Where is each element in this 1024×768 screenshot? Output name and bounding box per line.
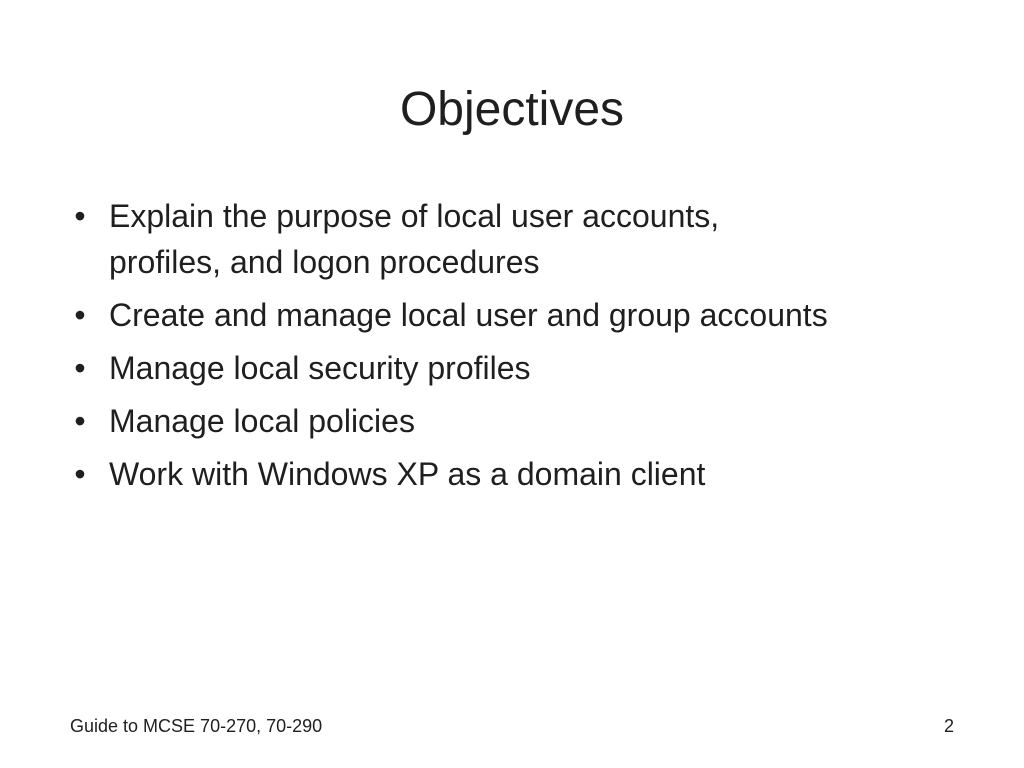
footer-course-title: Guide to MCSE 70-270, 70-290	[70, 716, 323, 736]
slide-title: Objectives	[399, 83, 625, 136]
bullet-text-line: profiles, and logon procedures	[109, 244, 540, 280]
list-item	[70, 451, 970, 497]
bullet-text-line: Work with Windows XP as a domain client	[109, 456, 706, 492]
bullet-text-line: Explain the purpose of local user accounts,	[109, 198, 720, 234]
list-item	[70, 292, 970, 338]
bullet-icon: •	[74, 198, 86, 234]
bullet-text-line: Manage local policies	[109, 403, 415, 439]
bullet-icon: •	[74, 297, 86, 333]
list-item	[70, 193, 970, 285]
bullet-text-line: Create and manage local user and group accounts	[109, 297, 828, 333]
bullet-icon: •	[74, 350, 86, 386]
bullet-text-line: Manage local security profiles	[109, 350, 531, 386]
bullet-icon: •	[74, 456, 86, 492]
list-item	[70, 345, 970, 391]
objectives-list	[70, 193, 970, 504]
list-item	[70, 398, 970, 444]
page-number: 2	[943, 716, 954, 736]
bullet-icon: •	[74, 403, 86, 439]
